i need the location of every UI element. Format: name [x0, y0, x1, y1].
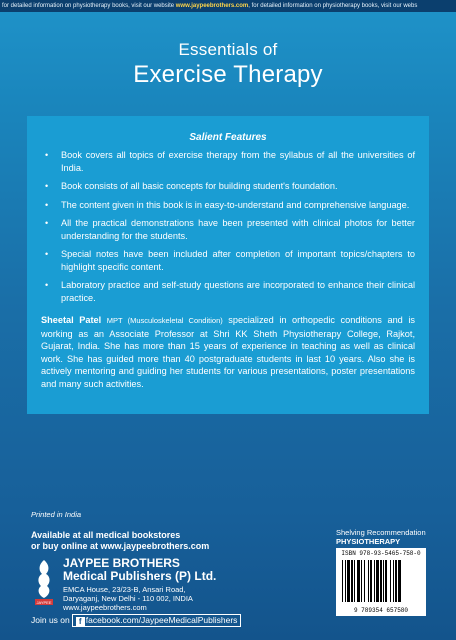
author-name: Sheetal Patel [41, 315, 102, 325]
facebook-link[interactable] [72, 614, 242, 627]
barcode-bar [345, 560, 346, 602]
publisher-logo-text: JAYPEE [36, 600, 52, 605]
feature-item [41, 149, 415, 174]
isbn-barcode [336, 548, 426, 616]
book-title-line1: Essentials of [178, 40, 278, 59]
barcode-bar [342, 560, 343, 602]
feature-item [41, 217, 415, 242]
top-banner-text-after: , for detailed information on physiotherapy books, visit our webs [248, 3, 418, 9]
publisher-logo-icon [33, 558, 55, 606]
publisher-website[interactable]: www.jaypeebrothers.com [63, 603, 147, 612]
isbn-text: ISBN 978-93-5465-758-0 [341, 550, 421, 557]
top-banner [0, 0, 456, 12]
bullet-icon: • [45, 181, 49, 191]
bullet-icon: • [45, 218, 49, 228]
social-join [31, 614, 241, 627]
author-credentials: MPT (Musculoskeletal Condition) [106, 316, 223, 325]
barcode-bar [385, 560, 387, 602]
barcode-bar [374, 560, 375, 602]
feature-text: All the practical demonstrations have been presented with clinical photos for better understanding for the students. [61, 218, 415, 241]
barcode-bars-icon [342, 560, 420, 602]
feature-text: Laboratory practice and self-study questions are incorporated to enhance their clinical practice. [61, 280, 415, 303]
feature-item [41, 199, 415, 212]
availability-line1: Available at all medical bookstores [31, 530, 181, 540]
publisher-address-line1: EMCA House, 23/23-B, Ansari Road, [63, 585, 186, 594]
barcode-bar [368, 560, 369, 602]
salient-features-heading: Salient Features [189, 132, 267, 143]
barcode-bar [376, 560, 379, 602]
barcode-bar [351, 560, 353, 602]
barcode-bar [393, 560, 394, 602]
publisher-name: JAYPEE BROTHERS [63, 556, 180, 570]
author-bio [41, 314, 415, 390]
barcode-bar [361, 560, 362, 602]
facebook-url[interactable]: facebook.com/JaypeeMedicalPublishers [85, 615, 238, 625]
barcode-bar [395, 560, 397, 602]
barcode-number: 9 789354 657580 [353, 607, 408, 614]
shelving-category: PHYSIOTHERAPY [336, 537, 401, 546]
bullet-icon: • [45, 249, 49, 259]
bullet-icon: • [45, 199, 49, 210]
features-panel [27, 116, 429, 414]
barcode-bar [354, 560, 355, 602]
bullet-icon: • [45, 150, 49, 160]
feature-text: Book consists of all basic concepts for building student's foundation. [61, 181, 338, 191]
barcode-bar [347, 560, 350, 602]
shelving-label: Shelving Recommendation [336, 528, 426, 537]
join-text: Join us on [31, 615, 70, 625]
feature-item [41, 180, 415, 193]
bullet-icon: • [45, 280, 49, 290]
top-banner-text-before: for detailed information on physiotherapy books, visit our website [2, 3, 176, 9]
publisher-block [33, 556, 253, 612]
availability-line2: or buy online at www.jaypeebrothers.com [31, 541, 210, 551]
facebook-icon: f [76, 617, 85, 626]
publisher-address-line2: Daryaganj, New Delhi - 110 002, INDIA [63, 594, 193, 603]
shelving-recommendation [336, 528, 426, 546]
feature-text: Book covers all topics of exercise therapy from the syllabus of all the universities of India. [61, 150, 415, 173]
feature-item [41, 248, 415, 273]
barcode-bar [370, 560, 372, 602]
feature-item [41, 279, 415, 304]
barcode-bar [380, 560, 382, 602]
barcode-bar [383, 560, 384, 602]
feature-text: The content given in this book is in easy-to-understand and comprehensive language. [61, 199, 410, 210]
barcode-bar [390, 560, 391, 602]
barcode-bar [357, 560, 360, 602]
top-banner-url[interactable]: www.jaypeebrothers.com [175, 3, 249, 9]
publisher-address [63, 585, 193, 612]
barcode-bar [364, 560, 365, 602]
feature-text: Special notes have been included after completion of important topics/chapters to highlight specific content. [61, 249, 415, 272]
printed-in-label: Printed in India [31, 510, 82, 519]
barcode-bar [398, 560, 401, 602]
availability-info [31, 530, 209, 552]
book-title-line2: Exercise Therapy [133, 61, 323, 88]
publisher-subname: Medical Publishers (P) Ltd. [63, 569, 217, 583]
author-bio-text: specialized in orthopedic conditions and is working as an Associate Professor at Shri KK Sheth Physiotherapy College, Rajkot, Gujarat, India. She has more than 15 years of experience in teaching as well as clinical work. She has guided more than 40 postgraduate students in last 10 years. Also she is actively mentoring and guiding her students for various presentations, poster presentations and many such activities. [41, 315, 415, 389]
features-list [41, 149, 415, 304]
